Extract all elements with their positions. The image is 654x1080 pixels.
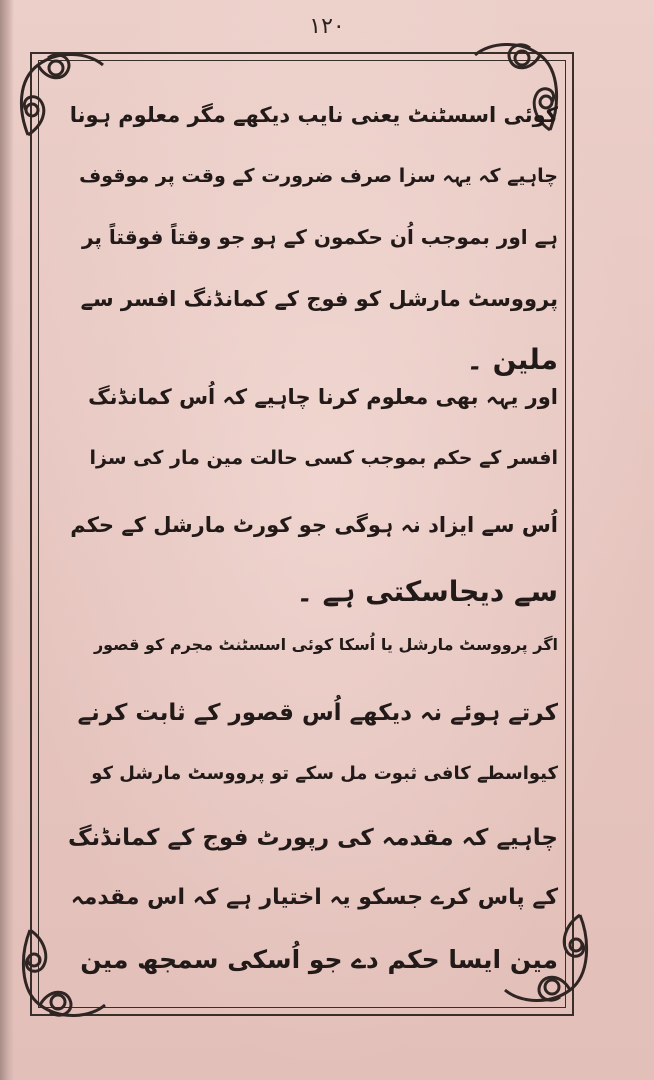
text-line: چاہیے کہ مقدمہ کی رپورٹ فوج کے کمانڈنگ — [68, 825, 558, 851]
text-line: کیواسطے کافی ثبوت مل سکے تو پرووسٹ مارشل کو — [91, 763, 558, 784]
text-line: پرووسٹ مارشل کو فوج کے کمانڈنگ افسر سے — [80, 287, 558, 311]
text-line: افسر کے حکم بموجب کسی حالت مین مار کی سزا — [89, 447, 558, 469]
text-line: کے پاس کرے جسکو یہ اختیار ہے کہ اس مقدمہ — [70, 885, 558, 910]
text-line: چاہیے کہ یہہ سزا صرف ضرورت کے وقت پر موقوف — [79, 165, 558, 187]
text-line: اور یہہ بھی معلوم کرنا چاہیے کہ اُس کمانڈنگ — [88, 385, 558, 409]
text-line: ملین ۔ — [466, 343, 558, 376]
text-line: کرتے ہوئے نہ دیکھے اُس قصور کے ثابت کرنے — [77, 700, 558, 726]
text-line: اگر پرووسٹ مارشل یا اُسکا کوئی اسسٹنٹ مجرم کو قصور — [93, 635, 558, 654]
text-line: کوئی اسسٹنٹ یعنی نایب دیکھے مگر معلوم ہونا — [69, 103, 558, 127]
text-line: مین ایسا حکم دے جو اُسکی سمجھ مین — [80, 945, 558, 974]
text-line: ہے اور بموجب اُن حکمون کے ہو جو وقتاً فوقتاً پر — [81, 225, 558, 249]
text-line: اُس سے ایزاد نہ ہوگی جو کورٹ مارشل کے حکم — [70, 513, 558, 537]
page-number: ١٢٠ — [309, 14, 345, 39]
text-line: سے دیجاسکتی ہے ۔ — [296, 575, 558, 608]
scan-edge-shadow — [0, 0, 14, 1080]
